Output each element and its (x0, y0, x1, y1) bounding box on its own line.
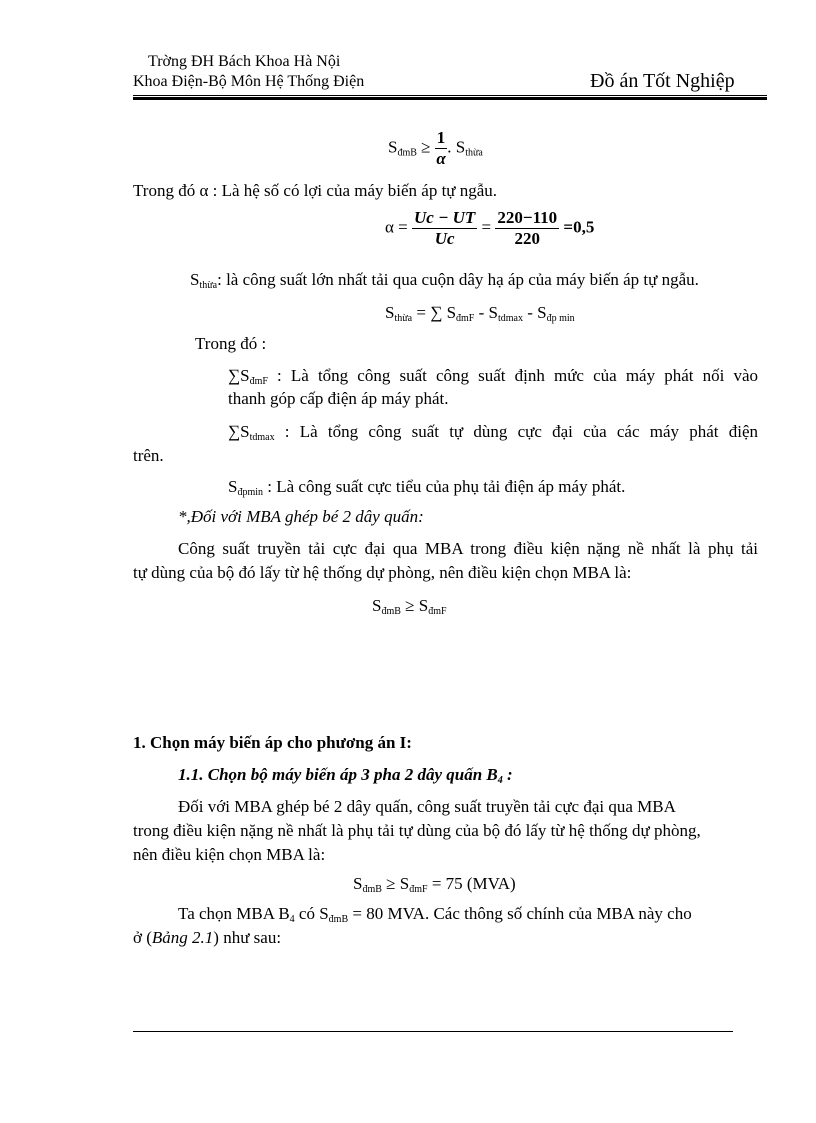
paragraph-cong-suat-line2: tự dùng của bộ đó lấy từ hệ thống dự phòng, nên điều kiện chọn MBA là: (133, 563, 632, 582)
heading-1-1: 1.1. Chọn bộ máy biến áp 3 pha 2 dây quấn $B_4$ : (178, 765, 513, 786)
header-doc-title: Đồ án Tốt Nghiệp (590, 70, 735, 92)
def-sum-sdmf: $\sum S_{đmF}$ : Là tổng công suất công suất định mức của máy phát nối vào (228, 366, 758, 387)
trong-do-label: Trong đó : (195, 334, 267, 353)
equation-75mva: $S_{đmB} \ge S_{đmF} = 75$ (MVA) (353, 874, 516, 895)
def-sum-sdmf-cont: thanh góp cấp điện áp máy phát. (228, 389, 449, 408)
header-university: Trờng ĐH Bách Khoa Hà Nội (148, 53, 341, 70)
paragraph-choose-line1: Ta chọn MBA $B_4$ có $S_{đmB} = 80$ MVA. Các thông số chính của MBA này cho (178, 904, 692, 925)
equation-alpha: α = $\frac{Uc - UT}{Uc}$ = $\frac{220-110}{220}$ =0,5 (385, 208, 595, 248)
equation-sdmb-sthua: $S_{đmB}$ ≥ $\frac{1}{\alpha}$ . $S_{thừa}$ (388, 128, 483, 168)
header-rule-thin (133, 95, 767, 96)
def-sum-stdmax-cont: trên. (133, 446, 164, 465)
table-reference: Bảng 2.1 (151, 928, 214, 947)
alpha-definition: Trong đó α : Là hệ số có lợi của máy biến áp tự ngẫu. (133, 181, 498, 200)
footer-rule (133, 1031, 733, 1032)
italic-note: *,Đối với MBA ghép bé 2 dây quấn: (178, 507, 424, 526)
equation-condition: $S_{đmB} \ge S_{đmF}$ (372, 596, 447, 617)
equation-sthua: $S_{thừa}$ = ∑ $S_{đmF} - S_{tdmax} - S_{đp min}$ (385, 303, 575, 324)
paragraph-choose-line2: ở (Bảng 2.1) như sau: (133, 928, 282, 947)
paragraph-mba-line1: Đối với MBA ghép bé 2 dây quấn, công suất truyền tải cực đại qua MBA (178, 797, 676, 816)
def-sum-stdmax: $\sum S_{tdmax}$ : Là tổng công suất tự dùng cực đại của các máy phát điện (228, 422, 758, 443)
paragraph-cong-suat-line1: Công suất truyền tải cực đại qua MBA trong điều kiện nặng nề nhất là phụ tải (178, 539, 758, 558)
paragraph-mba-line3: nên điều kiện chọn MBA là: (133, 845, 326, 864)
def-sdpmin: $S_{đpmin}$ : Là công suất cực tiểu của phụ tải điện áp máy phát. (228, 477, 626, 498)
paragraph-mba-line2: trong điều kiện nặng nề nhất là phụ tải tự dùng của bộ đó lấy từ hệ thống dự phòng, (133, 821, 701, 840)
header-rule-thick (133, 97, 767, 100)
sthua-definition: $S_{thừa}$: là công suất lớn nhất tải qua cuộn dây hạ áp của máy biến áp tự ngẫu. (190, 270, 699, 291)
heading-1: 1. Chọn máy biến áp cho phương án I: (133, 733, 412, 752)
header-department: Khoa Điện-Bộ Môn Hệ Thống Điện (133, 73, 365, 90)
